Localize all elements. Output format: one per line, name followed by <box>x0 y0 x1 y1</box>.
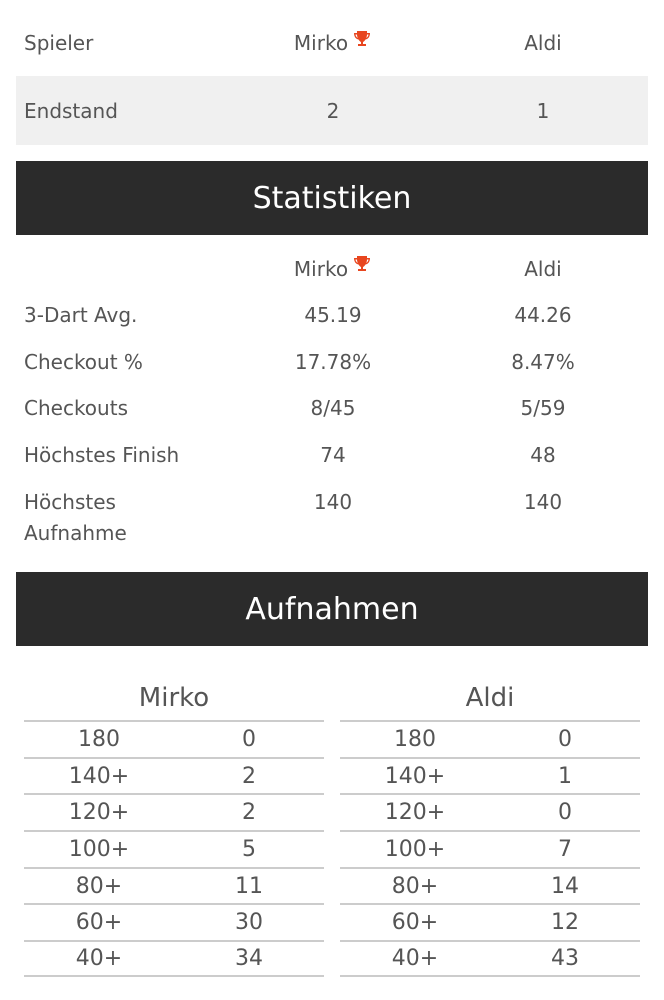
aufnahmen-table-player1 <box>24 676 324 977</box>
stat-row-avg <box>16 300 648 331</box>
table-row <box>24 757 324 794</box>
table-row <box>24 830 324 867</box>
score-bracket: 180 <box>78 726 120 752</box>
stats-section-header: Statistiken <box>16 161 648 235</box>
table-row <box>24 867 324 904</box>
stat-row-highest-finish <box>16 440 648 471</box>
stat-player1-value: 8/45 <box>310 396 356 420</box>
bracket-count: 7 <box>558 836 572 862</box>
table-row <box>340 867 640 904</box>
score-bracket: 60+ <box>391 910 439 936</box>
score-bracket: 180 <box>394 726 436 752</box>
score-bracket: 120+ <box>384 800 446 826</box>
bracket-count: 2 <box>242 763 256 789</box>
table-row <box>340 903 640 940</box>
score-bracket: 120+ <box>68 800 130 826</box>
bracket-count: 0 <box>242 726 256 752</box>
aufnahmen-section-header: Aufnahmen <box>16 572 648 646</box>
player1-header <box>228 31 438 55</box>
player1-score: 2 <box>326 98 340 123</box>
stat-label: Checkouts <box>24 396 128 420</box>
table-row <box>340 940 640 977</box>
score-bracket: 40+ <box>391 945 439 971</box>
final-score-label: Endstand <box>24 98 118 123</box>
stat-label: Höchstes Aufnahme <box>24 490 127 545</box>
score-bracket: 140+ <box>68 763 130 789</box>
stat-player2-value: 8.47% <box>511 350 575 374</box>
table-row <box>24 720 324 757</box>
stat-row-checkout-percent <box>16 347 648 378</box>
aufnahmen-table-player2 <box>340 676 640 977</box>
stat-label: Checkout % <box>24 350 143 374</box>
aufnahmen-player-name: Aldi <box>465 683 515 713</box>
score-bracket: 80+ <box>391 873 439 899</box>
stat-player2-value: 140 <box>523 490 563 514</box>
stat-player1-value: 45.19 <box>304 303 362 327</box>
table-row <box>24 903 324 940</box>
stats-player1-header <box>228 254 438 285</box>
table-row <box>24 793 324 830</box>
bracket-count: 2 <box>242 800 256 826</box>
bracket-count: 34 <box>235 945 263 971</box>
bracket-count: 14 <box>551 873 579 899</box>
bracket-count: 30 <box>235 910 263 936</box>
table-row <box>340 757 640 794</box>
table-row <box>24 940 324 977</box>
trophy-icon <box>352 29 372 54</box>
player1-name: Mirko <box>293 31 349 55</box>
bracket-count: 0 <box>558 800 572 826</box>
stat-player2-value: 48 <box>530 443 556 467</box>
score-bracket: 100+ <box>384 836 446 862</box>
bracket-count: 11 <box>235 873 263 899</box>
stat-player2-value: 5/59 <box>520 396 566 420</box>
players-header-row <box>16 20 648 66</box>
player2-score: 1 <box>536 98 550 123</box>
stats-header-row <box>16 254 648 285</box>
stat-player1-value: 74 <box>320 443 346 467</box>
stat-player1-value: 140 <box>313 490 353 514</box>
score-bracket: 100+ <box>68 836 130 862</box>
score-bracket: 40+ <box>75 945 123 971</box>
aufnahmen-player-name: Mirko <box>138 683 210 713</box>
stat-player1-value: 17.78% <box>294 350 372 374</box>
table-row <box>340 830 640 867</box>
bracket-count: 1 <box>558 763 572 789</box>
score-bracket: 80+ <box>75 873 123 899</box>
stat-player2-value: 44.26 <box>514 303 572 327</box>
bracket-count: 0 <box>558 726 572 752</box>
final-score-row <box>16 76 648 145</box>
stats-player1-name: Mirko <box>293 257 349 281</box>
stats-player2-header: Aldi <box>524 257 562 281</box>
bracket-count: 12 <box>551 910 579 936</box>
stat-row-checkouts <box>16 393 648 424</box>
score-bracket: 60+ <box>75 910 123 936</box>
table-row <box>340 793 640 830</box>
stat-label: 3-Dart Avg. <box>24 303 138 327</box>
player2-header: Aldi <box>524 31 562 55</box>
trophy-icon <box>352 252 372 283</box>
score-bracket: 140+ <box>384 763 446 789</box>
player-column-label: Spieler <box>24 31 94 55</box>
bracket-count: 43 <box>551 945 579 971</box>
stat-row-highest-score <box>16 487 648 549</box>
bracket-count: 5 <box>242 836 256 862</box>
table-row <box>340 720 640 757</box>
stat-label: Höchstes Finish <box>24 443 180 467</box>
